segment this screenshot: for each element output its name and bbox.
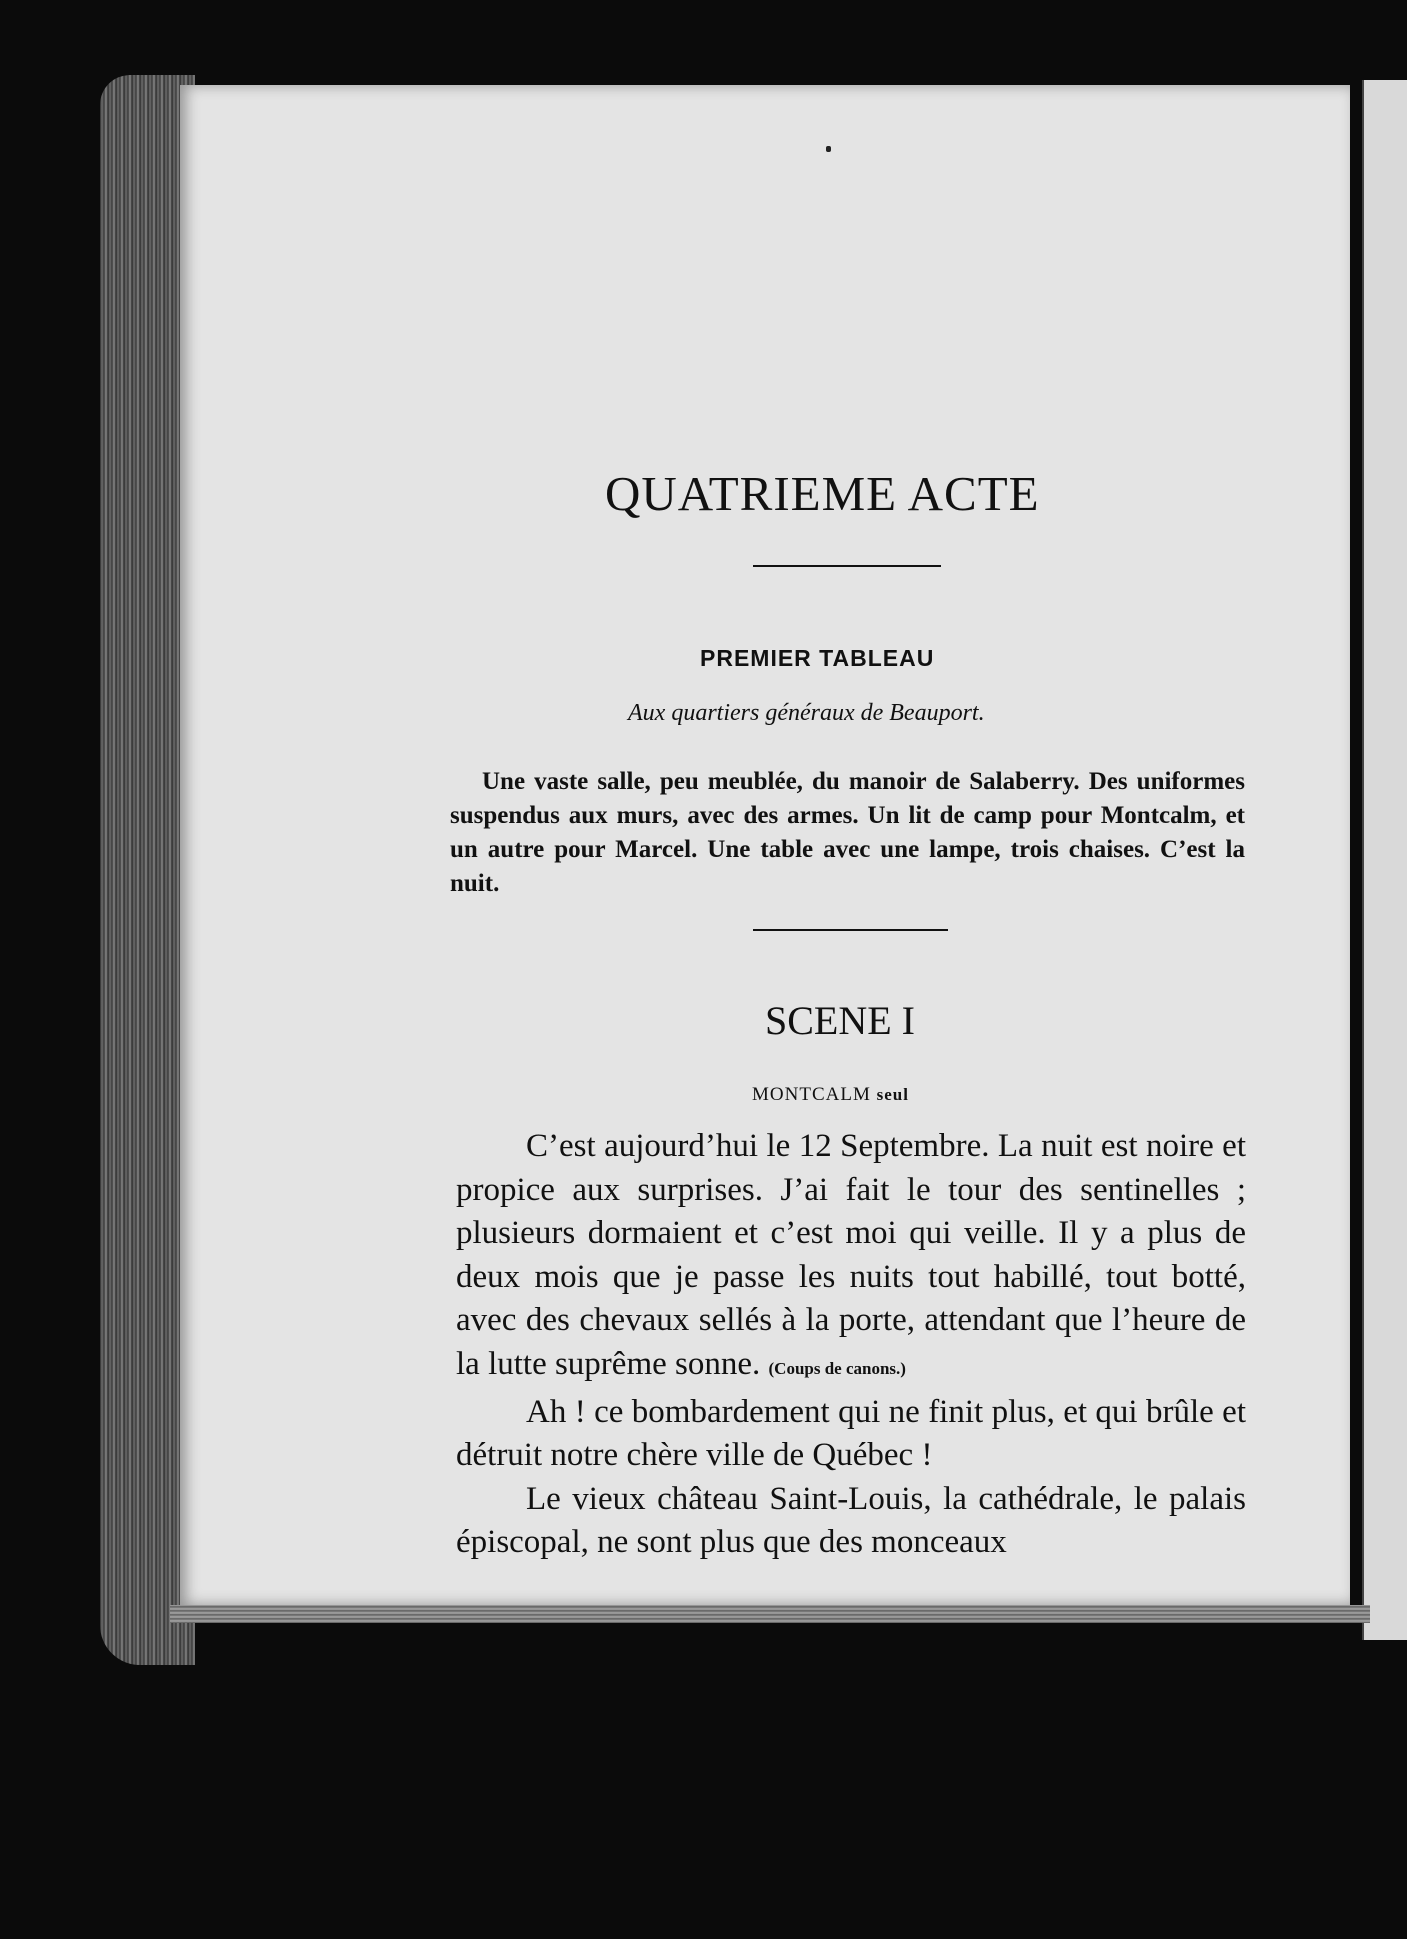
speech-paragraph: Le vieux château Saint-Louis, la cathédrale, le palais épiscopal, ne sont plus que des monceaux — [456, 1480, 1246, 1561]
monologue — [456, 1125, 1246, 1565]
scene-title: SCENE I — [765, 998, 915, 1043]
speech-text: C’est aujourd’hui le 12 Septembre. La nuit est noire et propice aux surprises. J’ai fait le tour des sentinelles ; plusieurs dormaient et c’est moi qui veille. Il y a plus de deux mois que je passe les nuits tout habillé, tout botté, avec des chevaux sellés à la porte, attendant que l’heure de la lutte suprême sonne. — [456, 1128, 1246, 1382]
adjacent-page-edge — [1362, 80, 1407, 1640]
tableau-title: PREMIER TABLEAU — [700, 645, 935, 671]
speaker-note: seul — [876, 1085, 909, 1104]
page-speck — [826, 146, 831, 152]
speaker-name: MONTCALM — [752, 1084, 871, 1105]
speech-paragraph — [456, 1125, 1246, 1391]
inline-stage-direction: (Coups de canons.) — [768, 1358, 906, 1378]
title-divider — [753, 565, 941, 567]
scene-divider — [753, 929, 948, 931]
tableau-subtitle: Aux quartiers généraux de Beauport. — [628, 700, 985, 726]
speaker-line — [752, 1084, 909, 1106]
speech-paragraph: Ah ! ce bombardement qui ne finit plus, et qui brûle et détruit notre chère ville de Québec ! — [456, 1393, 1246, 1474]
act-title: QUATRIEME ACTE — [605, 466, 1040, 521]
page-bottom-edge — [170, 1605, 1370, 1623]
stage-direction: Une vaste salle, peu meublée, du manoir de Salaberry. Des uniformes suspendus aux murs, avec des armes. Un lit de camp pour Montcalm, et un autre pour Marcel. Une table avec une lampe, trois chaises. C’est la nuit. — [450, 768, 1245, 897]
